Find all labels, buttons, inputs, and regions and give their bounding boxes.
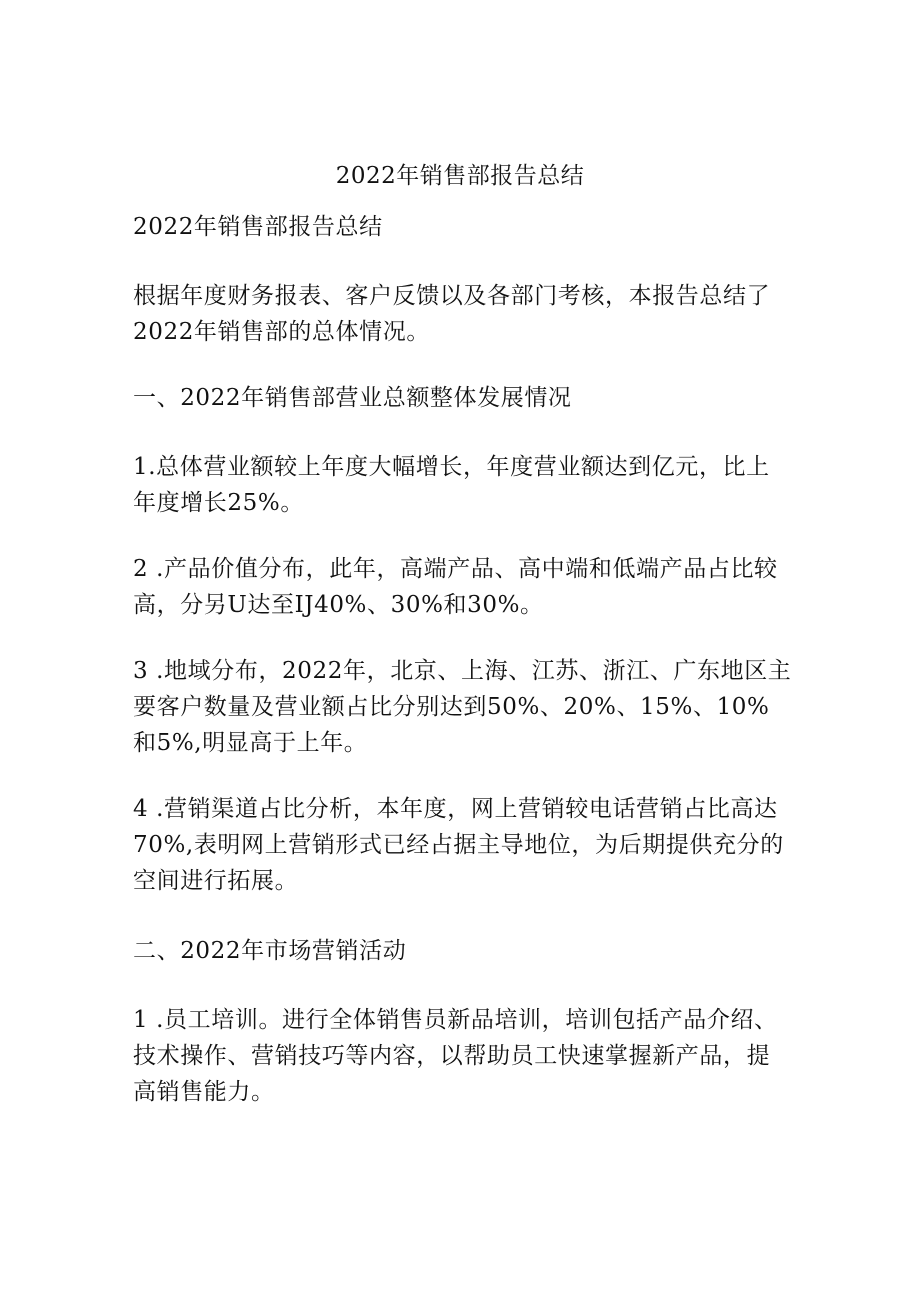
list-item: 1.总体营业额较上年度大幅增长，年度营业额达到亿元，比上年度增长25%。 <box>133 454 770 516</box>
list-item: 4 .营销渠道占比分析，本年度，网上营销较电话营销占比高达70%,表明网上营销形式已经占据主导地位，为后期提供充分的空间进行拓展。 <box>133 796 784 894</box>
list-item: 1 .员工培训。进行全体销售员新品培训，培训包括产品介绍、技术操作、营销技巧等内容，以帮助员工快速掌握新产品，提高销售能力。 <box>133 1007 778 1105</box>
list-item: 3 .地域分布，2022年，北京、上海、江苏、浙江、广东地区主要客户数量及营业额占比分别达到50%、20%、15%、10%和5%,明显高于上年。 <box>133 658 792 756</box>
list-item: 2 .产品价值分布，此年，高端产品、高中端和低端产品占比较高，分另U达至IJ40%、30%和30%。 <box>133 556 778 618</box>
section-heading-1: 一、2022年销售部营业总额整体发展情况 <box>133 385 572 411</box>
intro-paragraph: 根据年度财务报表、客户反馈以及各部门考核，本报告总结了2022年销售部的总体情况。 <box>133 283 771 345</box>
document-subtitle: 2022年销售部报告总结 <box>133 214 383 240</box>
document-title: 2022年销售部报告总结 <box>335 163 585 189</box>
section-heading-2: 二、2022年市场营销活动 <box>133 938 407 964</box>
